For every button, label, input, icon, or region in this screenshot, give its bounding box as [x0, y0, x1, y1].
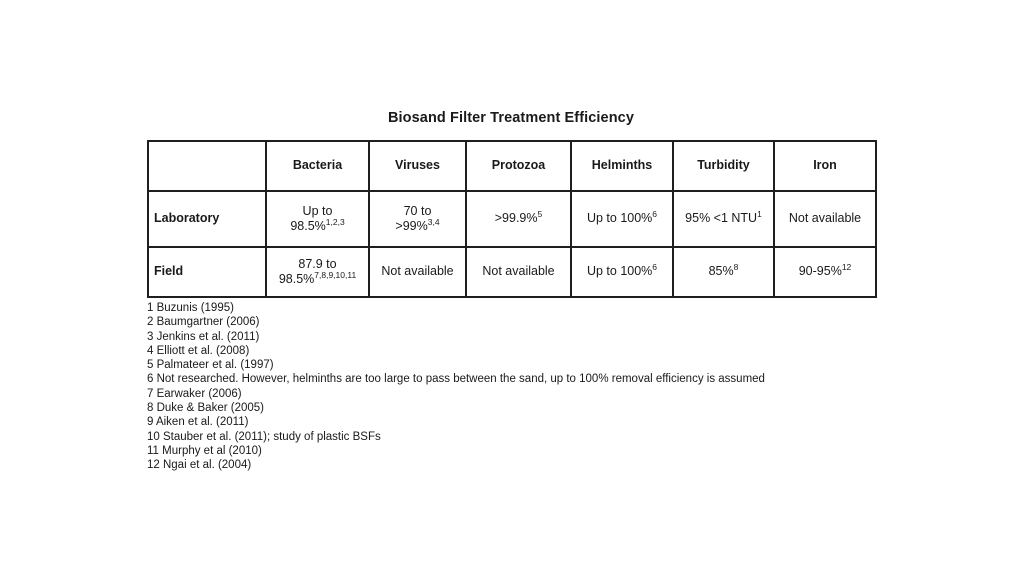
table-row	[148, 191, 876, 247]
column-header: Protozoa	[466, 141, 571, 191]
treatment-efficiency-table	[147, 140, 877, 298]
column-header: Bacteria	[266, 141, 369, 191]
footnote-ref: 6	[652, 262, 658, 273]
footnote-ref: 1	[757, 209, 762, 220]
table-cell: 90-95%$^{12}$	[774, 247, 876, 297]
row-label: Laboratory	[148, 191, 266, 247]
footnote-line: 9 Aiken et al. (2011)	[147, 416, 249, 429]
column-header: Iron	[774, 141, 876, 191]
footnote-ref: 1,2,3	[325, 217, 345, 227]
footnote-ref: 8	[733, 262, 739, 273]
footnote-line: 3 Jenkins et al. (2011)	[147, 330, 260, 343]
footnote-line: 4 Elliott et al. (2008)	[147, 344, 250, 357]
table-header	[148, 141, 876, 191]
table-cell: Up to 100%$^6$	[571, 191, 673, 247]
footnote-ref: 6	[652, 209, 658, 220]
table-cell: 70 to >99%$^{3,4}$	[369, 191, 466, 247]
column-header: Helminths	[571, 141, 673, 191]
row-label: Field	[148, 247, 266, 297]
page-title: Biosand Filter Treatment Efficiency	[387, 110, 635, 126]
footnotes	[147, 301, 887, 473]
table-cell: 85%$^8$	[673, 247, 774, 297]
footnote-line: 11 Murphy et al (2010)	[147, 444, 262, 457]
table-cell: 87.9 to 98.5%$^{7,8,9,10,11}$	[266, 247, 369, 297]
corner-cell	[148, 141, 266, 191]
header-row	[148, 141, 876, 191]
table-cell: Not available	[774, 191, 876, 247]
footnote-line: 12 Ngai et al. (2004)	[147, 459, 252, 472]
footnote-line: 1 Buzunis (1995)	[147, 302, 234, 314]
table-cell: >99.9%$^5$	[466, 191, 571, 247]
table-cell: 95% <1 NTU$^1$	[673, 191, 774, 247]
footnote-line: 6 Not researched. However, helminths are too large to pass between the sand, up to 100% removal efficiency is assumed	[147, 373, 765, 386]
footnote-line: 5 Palmateer et al. (1997)	[147, 359, 274, 372]
table-body	[148, 191, 876, 297]
footnote-line: 7 Earwaker (2006)	[147, 387, 242, 400]
footnote-ref: 5	[537, 209, 543, 220]
table-cell: Up to 100%$^6$	[571, 247, 673, 297]
table-cell: Not available	[369, 247, 466, 297]
table-cell: Up to 98.5%$^{1,2,3}$	[266, 191, 369, 247]
footnote-line: 8 Duke & Baker (2005)	[147, 402, 264, 415]
footnote-line: 2 Baumgartner (2006)	[147, 316, 260, 329]
footnote-ref: 12	[841, 262, 852, 273]
footnote-ref: 7,8,9,10,11	[314, 270, 357, 280]
table-row	[148, 247, 876, 297]
column-header: Viruses	[369, 141, 466, 191]
column-header: Turbidity	[673, 141, 774, 191]
footnote-ref: 3,4	[427, 217, 440, 227]
footnote-line: 10 Stauber et al. (2011); study of plastic BSFs	[147, 430, 381, 443]
table-cell: Not available	[466, 247, 571, 297]
